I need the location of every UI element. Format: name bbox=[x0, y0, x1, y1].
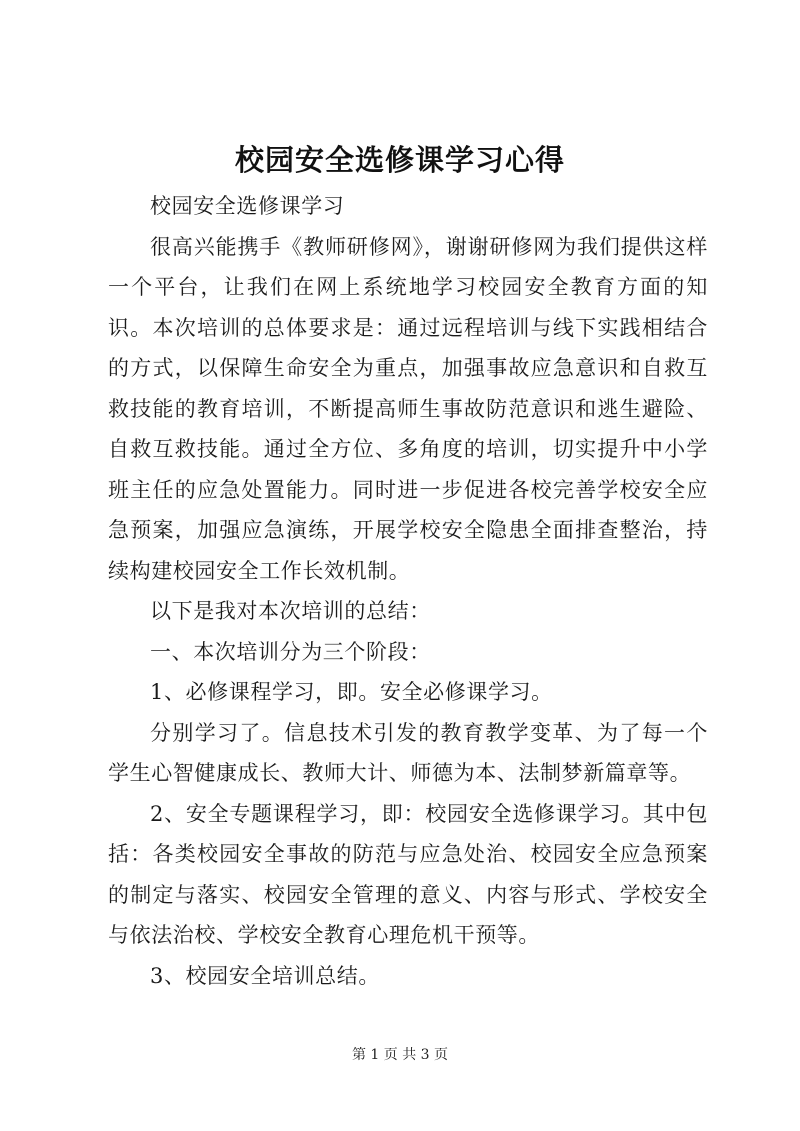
page-footer: 第 1 页 共 3 页 bbox=[351, 1047, 449, 1063]
paragraph-intro: 很高兴能携手《教师研修网》，谢谢研修网为我们提供这样一个平台，让我们在网上系统地学习校园安全教育方面的知识。本次培训的总体要求是：通过远程培训与线下实践相结合的方式，以保障生命安全为重点，加强事故应急意识和自救互救技能的教育培训，不断提高师生事故防范意识和逃生避险、自救互救技能。通过全方位、多角度的培训，切实提升中小学班主任的应急处置能力。同时进一步促进各校完善学校安全应急预案，加强应急演练，开展学校安全隐患全面排查整治，持续构建校园安全工作长效机制。 bbox=[108, 234, 708, 583]
paragraph-item-one: 1、必修课程学习，即。安全必修课学习。 bbox=[150, 680, 553, 704]
document-body bbox=[108, 186, 708, 996]
document-title: 校园安全选修课学习心得 bbox=[234, 143, 565, 177]
paragraph-summary-lead: 以下是我对本次培训的总结： bbox=[150, 599, 431, 623]
paragraph-item-one-detail: 分别学习了。信息技术引发的教育教学变革、为了每一个学生心智健康成长、教师大计、师德为本、法制梦新篇章等。 bbox=[108, 720, 708, 785]
paragraph-subtitle: 校园安全选修课学习 bbox=[150, 194, 345, 218]
paragraph-section-one-heading: 一、本次培训分为三个阶段： bbox=[150, 639, 431, 664]
paragraph-item-three: 3、校园安全培训总结。 bbox=[150, 963, 380, 988]
paragraph-item-two: 2、安全专题课程学习，即：校园安全选修课学习。其中包括：各类校园安全事故的防范与应急处治、校园安全应急预案的制定与落实、校园安全管理的意义、内容与形式、学校安全与依法治校、学校安全教育心理危机干预等。 bbox=[108, 801, 708, 947]
